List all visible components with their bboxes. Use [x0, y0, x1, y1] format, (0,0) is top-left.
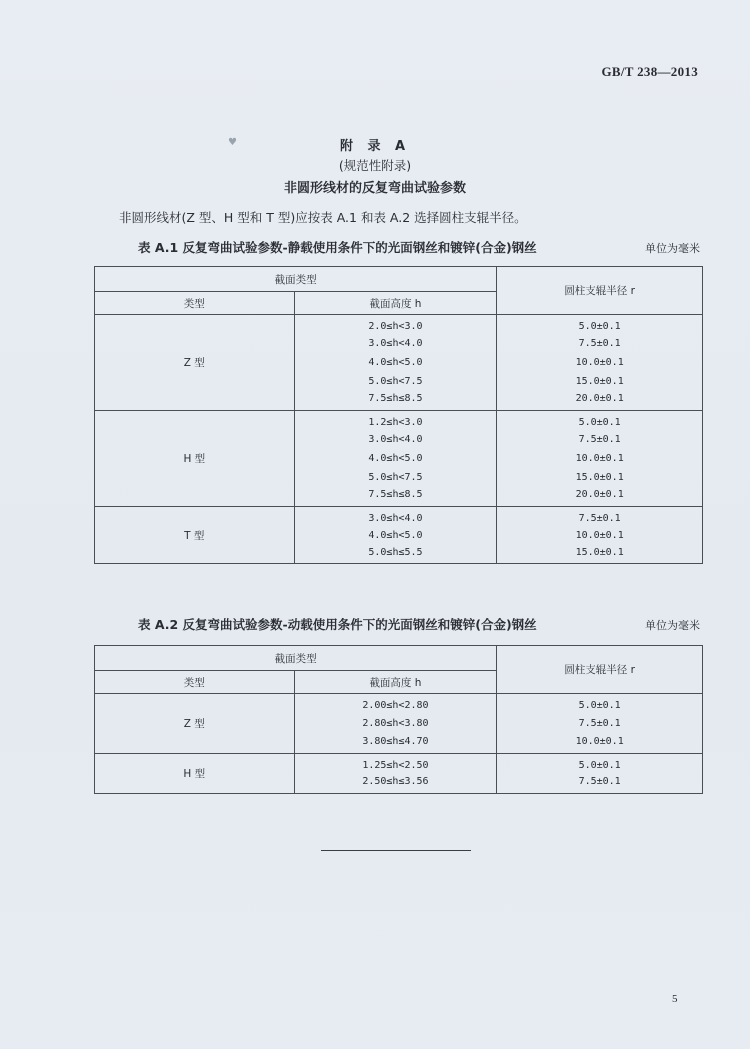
- height-cell: 4.0≤h<5.0: [294, 353, 497, 372]
- height-cell: 5.0≤h<7.5: [294, 372, 497, 391]
- height-cell: 3.80≤h≤4.70: [294, 734, 497, 754]
- radius-cell: 5.0±0.1: [497, 694, 703, 714]
- appendix-title: 附 录 A: [339, 139, 411, 154]
- height-cell: 2.50≤h≤3.56: [294, 774, 497, 794]
- radius-cell: 15.0±0.1: [497, 545, 703, 564]
- header-radius-cell: 圆柱支辊半径 r: [497, 267, 703, 315]
- radius-cell: 7.5±0.1: [497, 334, 703, 353]
- table1: [94, 266, 703, 564]
- table-row: [95, 410, 703, 429]
- radius-cell: 7.5±0.1: [497, 506, 703, 525]
- intro-paragraph: 非圆形线材(Z 型、H 型和 T 型)应按表 A.1 和表 A.2 选择圆柱支辊半径。: [119, 210, 527, 225]
- radius-cell: 10.0±0.1: [497, 449, 703, 468]
- height-cell: 3.0≤h<4.0: [294, 334, 497, 353]
- radius-cell: 5.0±0.1: [497, 410, 703, 429]
- height-cell: 3.0≤h<4.0: [294, 506, 497, 525]
- type-cell: Z 型: [95, 694, 295, 754]
- type-cell: H 型: [95, 410, 295, 506]
- header-radius-cell: 圆柱支辊半径 r: [497, 646, 703, 694]
- height-cell: 4.0≤h<5.0: [294, 526, 497, 545]
- table-row: [95, 754, 703, 774]
- table1-unit: 单位为毫米: [645, 242, 700, 255]
- appendix-subtitle: (规范性附录): [338, 158, 412, 173]
- table2-caption: 表 A.2 反复弯曲试验参数-动载使用条件下的光面钢丝和镀锌(合金)钢丝: [138, 617, 537, 632]
- type-cell: T 型: [95, 506, 295, 564]
- radius-cell: 10.0±0.1: [497, 353, 703, 372]
- height-cell: 5.0≤h≤5.5: [294, 545, 497, 564]
- standard-id: GB/T 238—2013: [601, 64, 698, 79]
- radius-cell: 10.0±0.1: [497, 734, 703, 754]
- height-cell: 2.00≤h<2.80: [294, 694, 497, 714]
- end-rule: [321, 850, 471, 851]
- type-cell: H 型: [95, 754, 295, 794]
- scan-speck-icon: ♥: [228, 137, 237, 148]
- table2: [94, 645, 703, 794]
- header-height-cell: 截面高度 h: [294, 292, 497, 315]
- header-row-1: [95, 646, 703, 671]
- height-cell: 4.0≤h<5.0: [294, 449, 497, 468]
- header-group-cell: 截面类型: [95, 267, 497, 292]
- radius-cell: 7.5±0.1: [497, 774, 703, 794]
- height-cell: 7.5≤h≤8.5: [294, 487, 497, 506]
- header-type-cell: 类型: [95, 671, 295, 694]
- radius-cell: 15.0±0.1: [497, 468, 703, 487]
- table1-caption: 表 A.1 反复弯曲试验参数-静载使用条件下的光面钢丝和镀锌(合金)钢丝: [138, 240, 537, 255]
- table-row: [95, 315, 703, 334]
- radius-cell: 7.5±0.1: [497, 430, 703, 449]
- header-height-cell: 截面高度 h: [294, 671, 497, 694]
- height-cell: 2.80≤h<3.80: [294, 714, 497, 734]
- type-cell: Z 型: [95, 315, 295, 411]
- radius-cell: 10.0±0.1: [497, 526, 703, 545]
- radius-cell: 5.0±0.1: [497, 754, 703, 774]
- radius-cell: 7.5±0.1: [497, 714, 703, 734]
- header-type-cell: 类型: [95, 292, 295, 315]
- page-number: 5: [672, 993, 678, 1005]
- height-cell: 5.0≤h<7.5: [294, 468, 497, 487]
- appendix-heading: 非圆形线材的反复弯曲试验参数: [283, 181, 466, 196]
- height-cell: 7.5≤h≤8.5: [294, 391, 497, 410]
- radius-cell: 20.0±0.1: [497, 487, 703, 506]
- height-cell: 1.25≤h<2.50: [294, 754, 497, 774]
- height-cell: 3.0≤h<4.0: [294, 430, 497, 449]
- table-row: [95, 694, 703, 714]
- header-row-1: [95, 267, 703, 292]
- radius-cell: 5.0±0.1: [497, 315, 703, 334]
- height-cell: 2.0≤h<3.0: [294, 315, 497, 334]
- header-group-cell: 截面类型: [95, 646, 497, 671]
- table2-unit: 单位为毫米: [645, 619, 700, 632]
- radius-cell: 20.0±0.1: [497, 391, 703, 410]
- radius-cell: 15.0±0.1: [497, 372, 703, 391]
- table-row: [95, 506, 703, 525]
- height-cell: 1.2≤h<3.0: [294, 410, 497, 429]
